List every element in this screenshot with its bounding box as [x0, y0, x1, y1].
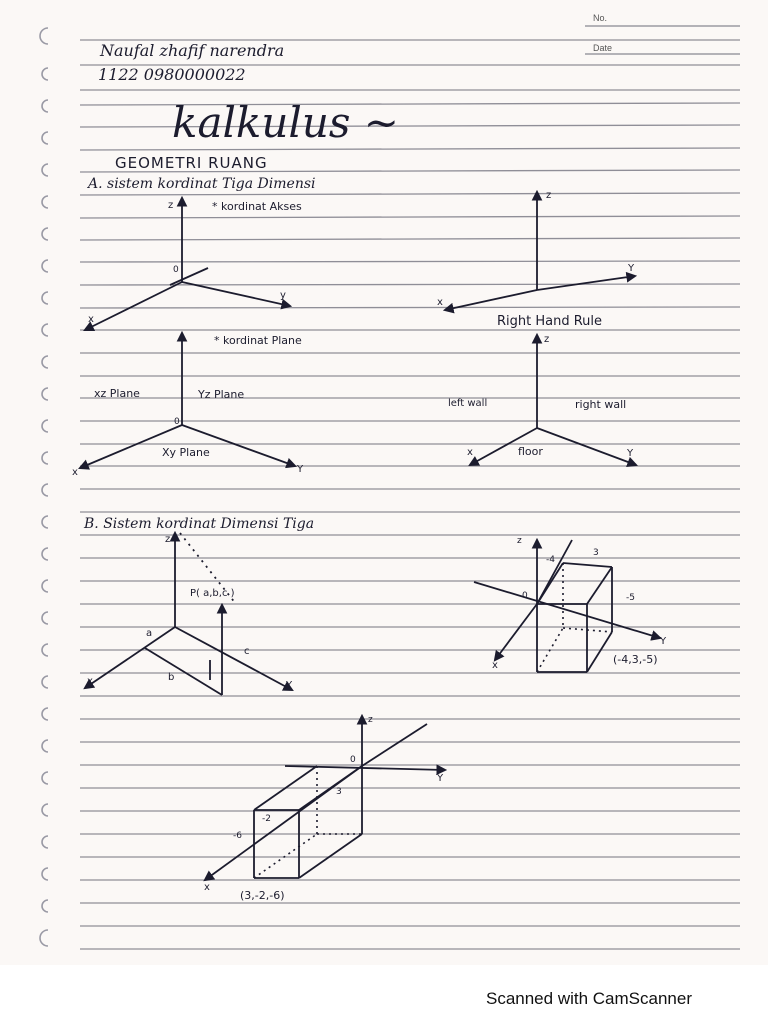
fig7-coord: (3,-2,-6): [240, 889, 285, 902]
fig2-y: Y: [628, 263, 635, 274]
fig4-x: x: [467, 447, 473, 458]
fig6-neg4: -4: [546, 555, 555, 565]
figure-axes: [85, 198, 290, 330]
fig6-y: Y: [660, 636, 667, 647]
fig3-note: * kordinat Plane: [214, 334, 302, 347]
fig7-neg6: -6: [233, 831, 242, 841]
fig5-b: b: [168, 672, 175, 683]
scanner-watermark: Scanned with CamScanner: [485, 989, 692, 1008]
fig4-left: left wall: [448, 398, 488, 409]
fig3-xz: xz Plane: [94, 387, 140, 400]
fig1-origin: 0: [173, 265, 179, 275]
fig1-y: y: [280, 290, 286, 301]
fig3-yz: Yz Plane: [198, 388, 245, 401]
fig6-x: x: [492, 660, 498, 671]
fig7-x: x: [204, 882, 210, 893]
no-label: No.: [593, 13, 608, 23]
page-title: kalkulus ~: [172, 98, 400, 147]
fig4-floor: floor: [518, 445, 543, 458]
fig7-y: Y: [437, 773, 444, 784]
fig5-c: c: [244, 646, 250, 657]
fig6-z: z: [517, 536, 522, 546]
fig1-note: * kordinat Akses: [212, 200, 302, 213]
fig6-three: 3: [593, 548, 599, 558]
fig2-caption: Right Hand Rule: [497, 314, 603, 329]
section-a-heading: A. sistem kordinat Tiga Dimensi: [88, 176, 316, 192]
fig3-xy: Xy Plane: [162, 446, 210, 459]
fig3-x: x: [72, 467, 78, 478]
fig7-origin: 0: [350, 755, 356, 765]
section-b-heading: B. Sistem kordinat Dimensi Tiga: [84, 516, 315, 532]
figure-right-hand: [445, 192, 635, 310]
fig5-point: P( a,b,c ): [190, 588, 235, 599]
fig2-z: z: [546, 190, 552, 201]
figure-point: [85, 533, 292, 695]
student-id: 1122 0980000022: [98, 65, 246, 84]
fig4-z: z: [544, 334, 550, 345]
fig7-z: z: [368, 715, 373, 725]
fig5-y: Y: [286, 680, 293, 691]
subtitle: GEOMETRI RUANG: [115, 154, 268, 172]
scanner-footer: [0, 965, 768, 1024]
figure-box-2: [205, 716, 445, 880]
fig6-neg5: -5: [626, 593, 635, 603]
fig1-z: z: [168, 200, 174, 211]
fig5-z: z: [165, 534, 171, 545]
fig1-x: x: [88, 314, 94, 325]
fig3-y: Y: [297, 464, 304, 475]
fig3-origin: 0: [174, 417, 180, 427]
fig6-coord: (-4,3,-5): [613, 653, 658, 666]
fig4-y: Y: [627, 448, 634, 459]
fig5-x: x: [87, 676, 93, 687]
fig4-right: right wall: [575, 398, 627, 411]
date-label: Date: [593, 43, 613, 53]
fig6-origin: 0: [522, 591, 528, 601]
fig2-x: x: [437, 297, 443, 308]
fig5-a: a: [146, 628, 153, 639]
fig7-neg2: -2: [262, 814, 271, 824]
fig7-three: 3: [336, 787, 342, 797]
author-name: Naufal zhafif narendra: [100, 41, 285, 60]
